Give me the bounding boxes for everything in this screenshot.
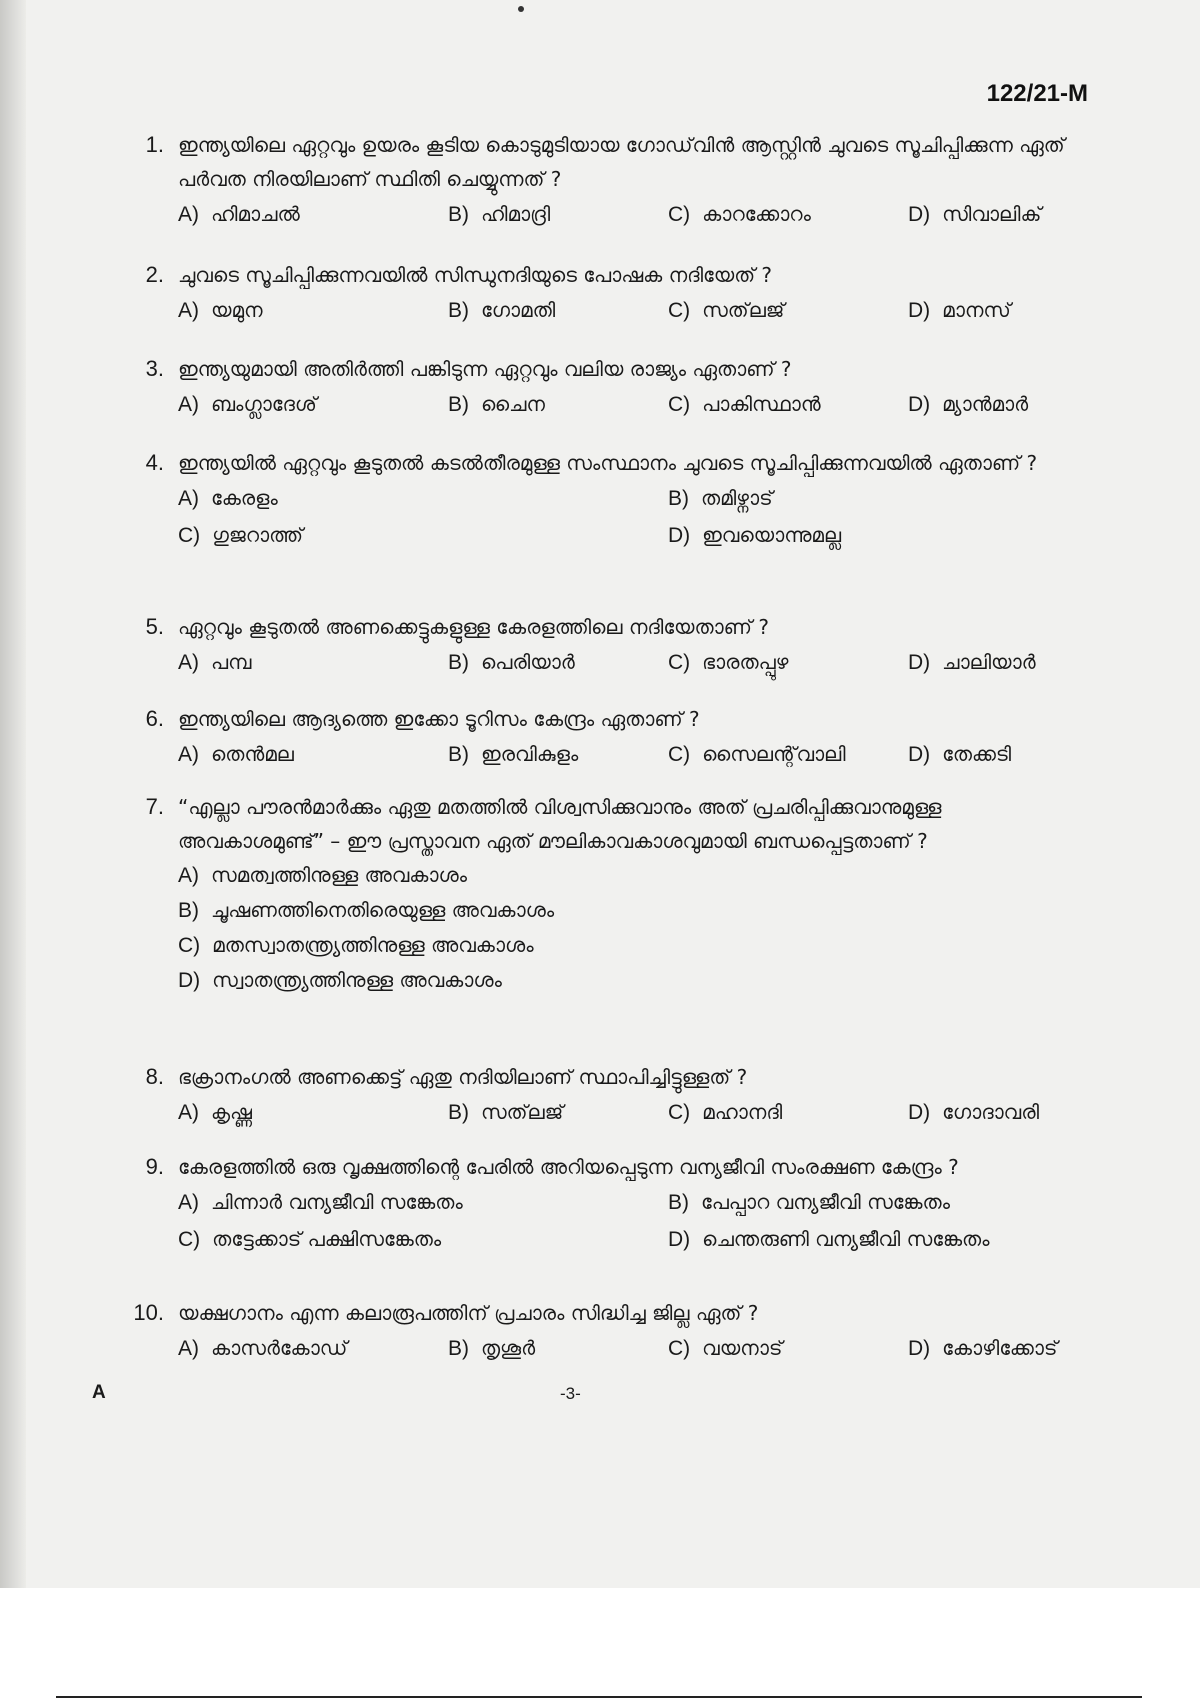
option-text: ചെന്തരുണി വന്യജീവി സങ്കേതം bbox=[702, 1227, 990, 1251]
option-text: പെരിയാർ bbox=[481, 650, 575, 674]
question-9 bbox=[110, 1150, 1070, 1258]
option-text: യമുന bbox=[211, 298, 263, 322]
question-2 bbox=[110, 258, 1070, 329]
question-number: 2. bbox=[145, 262, 164, 287]
option-text: കൃഷ്ണ bbox=[211, 1100, 252, 1124]
option-text: കോഴിക്കോട് bbox=[942, 1336, 1058, 1360]
option-text: ഗോമതി bbox=[481, 298, 556, 322]
option-letter: C) bbox=[178, 1228, 201, 1251]
option-letter: C) bbox=[668, 299, 691, 322]
option-text: മ്യാൻമാർ bbox=[942, 392, 1029, 416]
option-d bbox=[908, 196, 1128, 233]
question-number: 9. bbox=[145, 1154, 164, 1179]
option-letter: D) bbox=[908, 1101, 931, 1124]
options bbox=[178, 1094, 1070, 1131]
option-letter: C) bbox=[668, 203, 691, 226]
option-text: പാകിസ്ഥാൻ bbox=[702, 392, 821, 416]
question-5 bbox=[110, 610, 1070, 681]
option-b bbox=[448, 736, 668, 773]
option-a bbox=[178, 858, 1078, 893]
option-d bbox=[908, 644, 1128, 681]
option-letter: A) bbox=[178, 1101, 199, 1124]
question-number: 8. bbox=[145, 1064, 164, 1089]
option-letter: B) bbox=[448, 651, 469, 674]
option-letter: D) bbox=[908, 651, 931, 674]
option-text: മതസ്വാതന്ത്ര്യത്തിനുള്ള അവകാശം bbox=[212, 933, 534, 957]
question-number: 1. bbox=[145, 132, 164, 157]
option-letter: A) bbox=[178, 651, 199, 674]
option-text: സത്‌ലജ് bbox=[481, 1100, 564, 1124]
scan-shadow-edge bbox=[0, 0, 26, 1588]
option-d bbox=[178, 963, 1078, 998]
option-letter: D) bbox=[908, 1337, 931, 1360]
option-letter: C) bbox=[178, 934, 201, 957]
option-text: സിവാലിക് bbox=[942, 202, 1042, 226]
paper-code: 122/21-M bbox=[986, 80, 1088, 107]
option-text: കാസർകോഡ് bbox=[211, 1336, 348, 1360]
option-a bbox=[178, 196, 448, 233]
option-text: ചൈന bbox=[481, 392, 545, 416]
options bbox=[178, 386, 1070, 423]
option-c bbox=[178, 1221, 668, 1258]
option-text: വയനാട് bbox=[702, 1336, 783, 1360]
option-letter: B) bbox=[448, 743, 469, 766]
option-letter: D) bbox=[908, 743, 931, 766]
option-b bbox=[448, 1094, 668, 1131]
question-text: കേരളത്തിൽ ഒരു വൃക്ഷത്തിന്റെ പേരിൽ അറിയപ്പെടുന്ന വന്യജീവി സംരക്ഷണ കേന്ദ്രം ? bbox=[178, 1155, 959, 1179]
question-1 bbox=[110, 128, 1070, 233]
question-number: 10. bbox=[133, 1300, 164, 1325]
option-letter: A) bbox=[178, 487, 199, 510]
option-letter: B) bbox=[668, 1191, 689, 1214]
option-text: ഗുജറാത്ത് bbox=[212, 523, 303, 547]
question-text: ഇന്ത്യയിലെ ഏറ്റവും ഉയരം കൂടിയ കൊടുമുടിയായ ഗോഡ്‌വിൻ ആസ്റ്റിൻ ചുവടെ സൂചിപ്പിക്കുന്ന ഏത് പർവത നിരയിലാണ് സ്ഥിതി ചെയ്യുന്നത് ? bbox=[178, 133, 1065, 191]
option-text: ബംഗ്ലാദേശ് bbox=[211, 392, 317, 416]
question-7 bbox=[110, 790, 1070, 998]
option-d bbox=[668, 517, 1128, 554]
option-d bbox=[668, 1221, 1128, 1258]
option-letter: A) bbox=[178, 743, 199, 766]
option-text: തമിഴ്നാട് bbox=[701, 486, 773, 510]
punch-dot bbox=[518, 6, 524, 12]
question-text: ഭക്രാനംഗൽ അണക്കെട്ട് ഏതു നദിയിലാണ് സ്ഥാപിച്ചിട്ടുള്ളത് ? bbox=[178, 1065, 748, 1089]
option-d bbox=[908, 292, 1128, 329]
option-letter: D) bbox=[908, 393, 931, 416]
option-b bbox=[448, 386, 668, 423]
question-number: 7. bbox=[145, 794, 164, 819]
question-text: ഇന്ത്യയിലെ ആദ്യത്തെ ഇക്കോ ടൂറിസം കേന്ദ്രം ഏതാണ് ? bbox=[178, 707, 700, 731]
question-10 bbox=[110, 1296, 1070, 1367]
option-c bbox=[668, 1094, 908, 1131]
series-letter: A bbox=[92, 1382, 106, 1403]
option-b bbox=[448, 1330, 668, 1367]
option-letter: B) bbox=[448, 299, 469, 322]
option-text: പമ്പ bbox=[211, 650, 252, 674]
option-letter: A) bbox=[178, 864, 199, 887]
option-text: ഹിമാദ്രി bbox=[481, 202, 551, 226]
option-text: സത്‌ലജ് bbox=[702, 298, 785, 322]
option-c bbox=[668, 1330, 908, 1367]
question-number: 5. bbox=[145, 614, 164, 639]
options bbox=[178, 858, 1070, 998]
option-b bbox=[448, 644, 668, 681]
option-letter: D) bbox=[668, 524, 691, 547]
options bbox=[178, 736, 1070, 773]
option-b bbox=[668, 480, 1128, 517]
question-8 bbox=[110, 1060, 1070, 1131]
option-a bbox=[178, 736, 448, 773]
option-letter: D) bbox=[178, 969, 201, 992]
option-c bbox=[178, 928, 1078, 963]
option-letter: B) bbox=[448, 1337, 469, 1360]
option-a bbox=[178, 386, 448, 423]
options bbox=[178, 1330, 1070, 1367]
option-text: ഭാരതപ്പുഴ bbox=[702, 650, 789, 674]
option-c bbox=[178, 517, 668, 554]
option-letter: D) bbox=[908, 299, 931, 322]
option-text: ചാലിയാർ bbox=[942, 650, 1036, 674]
option-letter: C) bbox=[668, 743, 691, 766]
option-text: കേരളം bbox=[211, 486, 278, 510]
option-b bbox=[178, 893, 1078, 928]
option-text: സമത്വത്തിനുള്ള അവകാശം bbox=[211, 863, 468, 887]
option-text: സൈലന്റ്‌വാലി bbox=[702, 742, 846, 766]
option-text: കാറക്കോറം bbox=[702, 202, 811, 226]
option-text: ഹിമാചൽ bbox=[211, 202, 300, 226]
option-d bbox=[908, 386, 1128, 423]
option-text: ഗോദാവരി bbox=[942, 1100, 1040, 1124]
option-letter: C) bbox=[668, 1337, 691, 1360]
question-text: ഏറ്റവും കൂടുതൽ അണക്കെട്ടുകളുള്ള കേരളത്തിലെ നദിയേതാണ് ? bbox=[178, 615, 769, 639]
option-d bbox=[908, 1094, 1128, 1131]
option-letter: B) bbox=[668, 487, 689, 510]
option-c bbox=[668, 386, 908, 423]
question-4 bbox=[110, 446, 1070, 554]
question-text: “എല്ലാ പൗരൻമാർക്കും ഏതു മതത്തിൽ വിശ്വസിക്കുവാനും അത് പ്രചരിപ്പിക്കുവാനുമുള്ള അവകാശമുണ്ട്” – ഈ പ്രസ്താവന ഏത് മൗലികാവകാശവുമായി ബന്ധപ്പെട്ടതാണ് ? bbox=[178, 795, 942, 853]
option-c bbox=[668, 292, 908, 329]
option-letter: A) bbox=[178, 393, 199, 416]
options bbox=[178, 1184, 1070, 1258]
option-letter: A) bbox=[178, 1337, 199, 1360]
option-text: പേപ്പാറ വന്യജീവി സങ്കേതം bbox=[701, 1190, 950, 1214]
option-text: തെൻമല bbox=[211, 742, 294, 766]
option-c bbox=[668, 736, 908, 773]
option-letter: A) bbox=[178, 1191, 199, 1214]
option-letter: B) bbox=[448, 393, 469, 416]
option-a bbox=[178, 1094, 448, 1131]
options bbox=[178, 292, 1070, 329]
question-text: ഇന്ത്യയുമായി അതിർത്തി പങ്കിടുന്ന ഏറ്റവും വലിയ രാജ്യം ഏതാണ് ? bbox=[178, 357, 792, 381]
option-text: തേക്കടി bbox=[942, 742, 1012, 766]
option-text: മഹാനദി bbox=[702, 1100, 783, 1124]
option-c bbox=[668, 644, 908, 681]
option-letter: A) bbox=[178, 203, 199, 226]
option-letter: C) bbox=[178, 524, 201, 547]
option-text: ഇവയൊന്നുമല്ല bbox=[702, 523, 842, 547]
question-number: 4. bbox=[145, 450, 164, 475]
option-b bbox=[448, 292, 668, 329]
option-a bbox=[178, 1184, 668, 1221]
option-text: ചിന്നാർ വന്യജീവി സങ്കേതം bbox=[211, 1190, 463, 1214]
option-letter: A) bbox=[178, 299, 199, 322]
option-c bbox=[668, 196, 908, 233]
question-text: ഇന്ത്യയിൽ ഏറ്റവും കൂടുതൽ കടൽതീരമുള്ള സംസ്ഥാനം ചുവടെ സൂചിപ്പിക്കുന്നവയിൽ ഏതാണ് ? bbox=[178, 451, 1038, 475]
option-b bbox=[448, 196, 668, 233]
option-a bbox=[178, 1330, 448, 1367]
option-a bbox=[178, 480, 668, 517]
question-3 bbox=[110, 352, 1070, 423]
option-d bbox=[908, 1330, 1128, 1367]
bottom-divider bbox=[56, 1696, 1142, 1698]
option-a bbox=[178, 644, 448, 681]
option-letter: B) bbox=[448, 1101, 469, 1124]
option-letter: C) bbox=[668, 1101, 691, 1124]
option-letter: C) bbox=[668, 651, 691, 674]
question-number: 3. bbox=[145, 356, 164, 381]
option-letter: B) bbox=[178, 899, 199, 922]
option-letter: C) bbox=[668, 393, 691, 416]
question-number: 6. bbox=[145, 706, 164, 731]
options bbox=[178, 196, 1070, 233]
option-text: തൃശൂർ bbox=[481, 1336, 536, 1360]
option-letter: B) bbox=[448, 203, 469, 226]
page-number: -3- bbox=[560, 1384, 581, 1403]
option-text: സ്വാതന്ത്ര്യത്തിനുള്ള അവകാശം bbox=[212, 968, 502, 992]
option-text: തട്ടേക്കാട് പക്ഷിസങ്കേതം bbox=[212, 1227, 442, 1251]
option-text: മാനസ് bbox=[942, 298, 1011, 322]
question-text: യക്ഷഗാനം എന്ന കലാരൂപത്തിന് പ്രചാരം സിദ്ധിച്ച ജില്ല ഏത് ? bbox=[178, 1301, 759, 1325]
options bbox=[178, 480, 1070, 554]
question-6 bbox=[110, 702, 1070, 773]
option-letter: D) bbox=[908, 203, 931, 226]
option-a bbox=[178, 292, 448, 329]
option-text: ചൂഷണത്തിനെതിരെയുള്ള അവകാശം bbox=[211, 898, 555, 922]
option-d bbox=[908, 736, 1128, 773]
option-text: ഇരവികുളം bbox=[481, 742, 579, 766]
options bbox=[178, 644, 1070, 681]
option-letter: D) bbox=[668, 1228, 691, 1251]
option-b bbox=[668, 1184, 1128, 1221]
question-text: ചുവടെ സൂചിപ്പിക്കുന്നവയിൽ സിന്ധുനദിയുടെ പോഷക നദിയേത് ? bbox=[178, 263, 773, 287]
